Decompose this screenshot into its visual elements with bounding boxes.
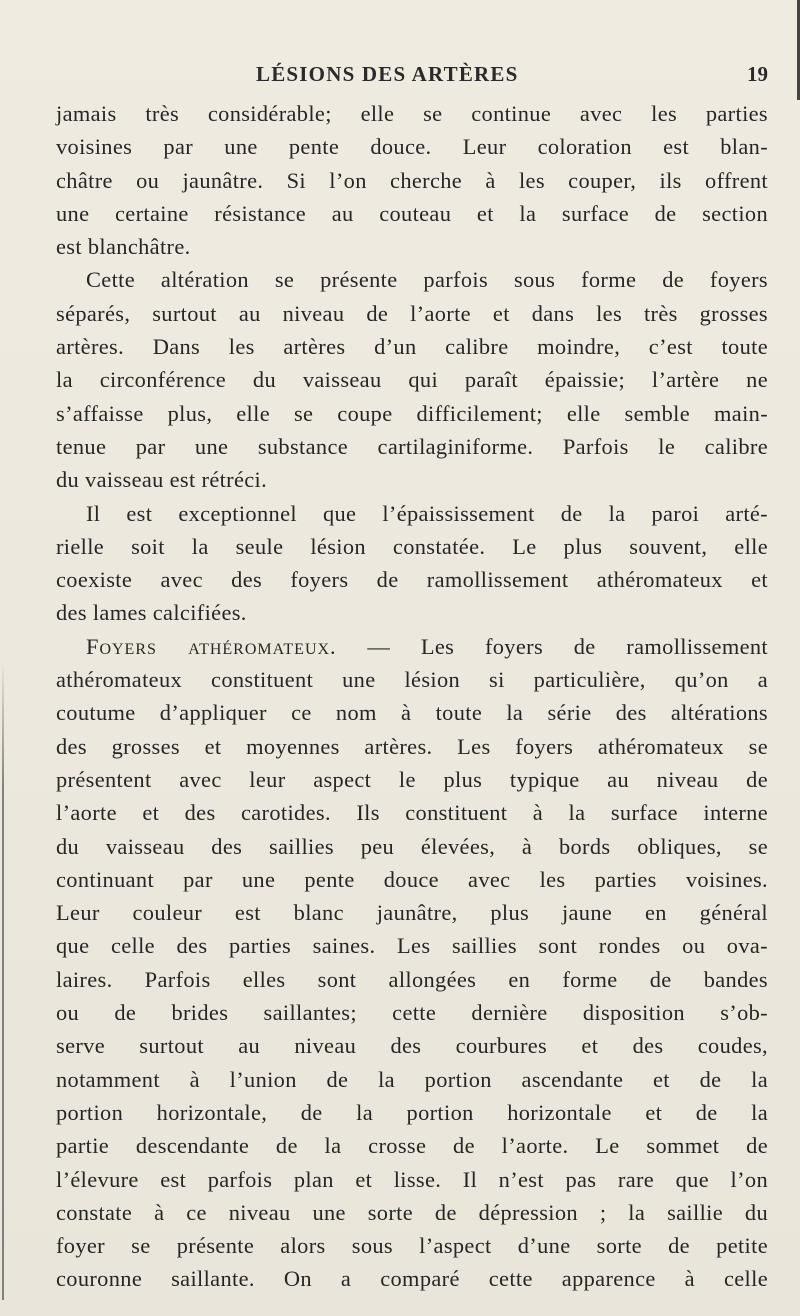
page-number: 19 — [747, 62, 768, 86]
text-line: serve surtout au niveau des courbures et des coudes, — [56, 1033, 768, 1059]
text-line: du vaisseau est rétréci. — [56, 467, 268, 493]
text-line: séparés, surtout au niveau de l’aorte et dans les très grosses — [56, 300, 768, 326]
text-line: athéromateux constituent une lésion si particulière, qu’on a — [56, 667, 768, 693]
section-heading: Foyers athéromateux. — [86, 633, 337, 659]
text-line: artères. Dans les artères d’un calibre moindre, c’est toute — [56, 334, 768, 360]
body-text — [56, 97, 768, 1296]
text-line: une certaine résistance au couteau et la surface de section — [56, 200, 768, 226]
text-line: ou de brides saillantes; cette dernière disposition s’ob- — [56, 1000, 768, 1026]
text-line: continuant par une pente douce avec les parties voisines. — [56, 866, 768, 892]
text-line: des grosses et moyennes artères. Les foyers athéromateux se — [56, 733, 768, 759]
text-line: constate à ce niveau une sorte de dépression ; la saillie du — [56, 1199, 768, 1225]
text-line: voisines par une pente douce. Leur coloration est blan- — [56, 134, 768, 160]
text-line: des lames calcifiées. — [56, 600, 247, 626]
text-line: l’élevure est parfois plan et lisse. Il n’est pas rare que l’on — [56, 1166, 768, 1192]
text-line: Cette altération se présente parfois sous forme de foyers — [86, 267, 768, 293]
text-line: Il est exceptionnel que l’épaississement de la paroi arté- — [86, 500, 768, 526]
text-line: rielle soit la seule lésion constatée. Le plus souvent, elle — [56, 533, 768, 559]
section-heading-line — [56, 630, 768, 663]
text-line: couronne saillante. On a comparé cette apparence à celle — [56, 1266, 768, 1292]
text-line: tenue par une substance cartilaginiforme. Parfois le calibre — [56, 433, 768, 459]
text-line: foyer se présente alors sous l’aspect d’une sorte de petite — [56, 1233, 768, 1259]
text-line: présentent avec leur aspect le plus typique au niveau de — [56, 766, 768, 792]
text-line: partie descendante de la crosse de l’aorte. Le sommet de — [56, 1133, 768, 1159]
text-line: notamment à l’union de la portion ascendante et de la — [56, 1066, 768, 1092]
text-line: Leur couleur est blanc jaunâtre, plus jaune en général — [56, 900, 768, 926]
text-line: que celle des parties saines. Les saillies sont rondes ou ova- — [56, 933, 768, 959]
text-line: du vaisseau des saillies peu élevées, à bords obliques, se — [56, 833, 768, 859]
text-line: laires. Parfois elles sont allongées en forme de bandes — [56, 966, 768, 992]
text-line: jamais très considérable; elle se continue avec les parties — [56, 101, 768, 126]
text-line: portion horizontale, de la portion horizontale et de la — [56, 1099, 768, 1125]
page-gutter-shadow — [2, 660, 4, 1300]
text-line: s’affaisse plus, elle se coupe difficilement; elle semble main- — [56, 400, 768, 426]
text-line: châtre ou jaunâtre. Si l’on cherche à les couper, ils offrent — [56, 167, 768, 193]
text-line: la circonférence du vaisseau qui paraît épaissie; l’artère ne — [56, 367, 768, 393]
section-heading-continuation: — Les foyers de ramollissement — [336, 633, 768, 659]
text-line: coutume d’appliquer ce nom à toute la série des altérations — [56, 700, 768, 726]
text-line: coexiste avec des foyers de ramollissement athéromateux et — [56, 567, 768, 593]
running-head — [0, 62, 800, 92]
text-line: l’aorte et des carotides. Ils constituent à la surface interne — [56, 800, 768, 826]
running-head-title: LÉSIONS DES ARTÈRES — [256, 62, 519, 86]
text-line: est blanchâtre. — [56, 234, 191, 260]
